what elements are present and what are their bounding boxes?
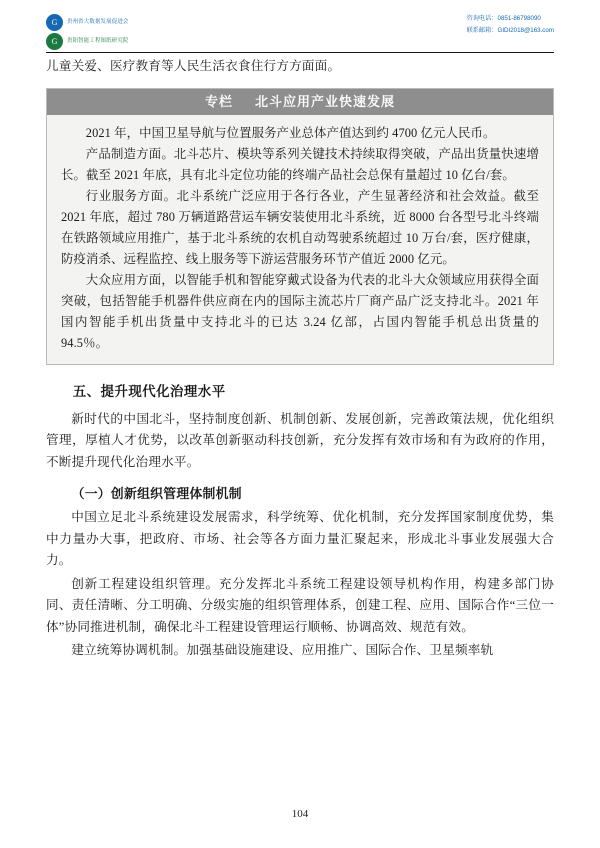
feature-paragraph-1: 2021 年，中国卫星导航与位置服务产业总体产值达到约 4700 亿元人民币。 bbox=[85, 125, 496, 140]
organization-logo bbox=[46, 14, 129, 50]
subsection-paragraph-3: 建立统筹协调机制。加强基础设施建设、应用推广、国际合作、卫星频率轨 bbox=[71, 643, 494, 657]
page-number: 104 bbox=[291, 808, 309, 820]
feature-paragraph-4: 大众应用方面，以智能手机和智能穿戴式设备为代表的北斗大众领域应用获得全面突破，包括智能手机器件供应商在内的国际主流芯片厂商产品广泛支持北斗。2021 年国内智能手机出货量中支持北斗的已达 3.24 亿部，占国内智能手机总出货量的 94.5％。 bbox=[61, 272, 539, 350]
feature-box-body bbox=[47, 115, 553, 364]
feature-box-title bbox=[47, 89, 553, 115]
contact-email: 联系邮箱：GIDI2018@163.com bbox=[466, 27, 554, 34]
logo-badge-green-icon: G bbox=[46, 33, 63, 50]
feature-box-heading: 北斗应用产业快速发展 bbox=[255, 93, 396, 109]
subsection-paragraph-2: 创新工程建设组织管理。充分发挥北斗系统工程建设领导机构作用，构建多部门协同、责任清晰、分工明确、分级实施的组织管理体系，创建工程、应用、国际合作“三位一体”协同推进机制，确保北斗工程建设管理运行顺畅、协调高效、规范有效。 bbox=[46, 576, 554, 634]
feature-box bbox=[46, 88, 554, 365]
feature-box-tag: 专栏 bbox=[204, 93, 233, 109]
org-line-2: 贵阳智能工程图纸研究院 bbox=[67, 38, 129, 44]
contact-info bbox=[467, 14, 554, 35]
page-header bbox=[0, 0, 600, 56]
header-divider bbox=[46, 52, 554, 53]
logo-badge-blue-icon: G bbox=[46, 14, 63, 31]
contact-phone: 咨询电话：0851-86798090 bbox=[466, 15, 541, 22]
lead-paragraph: 儿童关爱、医疗教育等人民生活衣食住行方方面面。 bbox=[46, 59, 341, 73]
subsection-heading: （一）创新组织管理体制机制 bbox=[71, 487, 242, 501]
section-heading: 五、提升现代化治理水平 bbox=[72, 383, 226, 399]
feature-paragraph-3: 行业服务方面。北斗系统广泛应用于各行各业，产生显著经济和社会效益。截至 2021 年底，超过 780 万辆道路营运车辆安装使用北斗系统，近 8000 台各型号北斗终端在铁路领域应用推广，基于北斗系统的农机自动驾驶系统超过 10 万台/套，医疗健康，防疫消杀、远程监控、线上服务等下游运营服务环节产值近 2000 亿元。 bbox=[61, 188, 539, 266]
page-content bbox=[0, 56, 600, 662]
org-line-1: 贵州省大数据发展促进会 bbox=[67, 19, 129, 25]
section-paragraph-1: 新时代的中国北斗，坚持制度创新、机制创新、发展创新，完善政策法规，优化组织管理，厚植人才优势，以改革创新驱动科技创新，充分发挥有效市场和有为政府的作用，不断提升现代化治理水平。 bbox=[46, 411, 554, 469]
feature-paragraph-2: 产品制造方面。北斗芯片、模块等系列关键技术持续取得突破，产品出货量快速增长。截至 2021 年底，具有北斗定位功能的终端产品社会总保有量超过 10 亿台/套。 bbox=[61, 146, 539, 182]
subsection-paragraph-1: 中国立足北斗系统建设发展需求，科学统筹、优化机制，充分发挥国家制度优势，集中力量办大事，把政府、市场、社会等各方面力量汇聚起来，形成北斗事业发展强大合力。 bbox=[46, 510, 554, 567]
